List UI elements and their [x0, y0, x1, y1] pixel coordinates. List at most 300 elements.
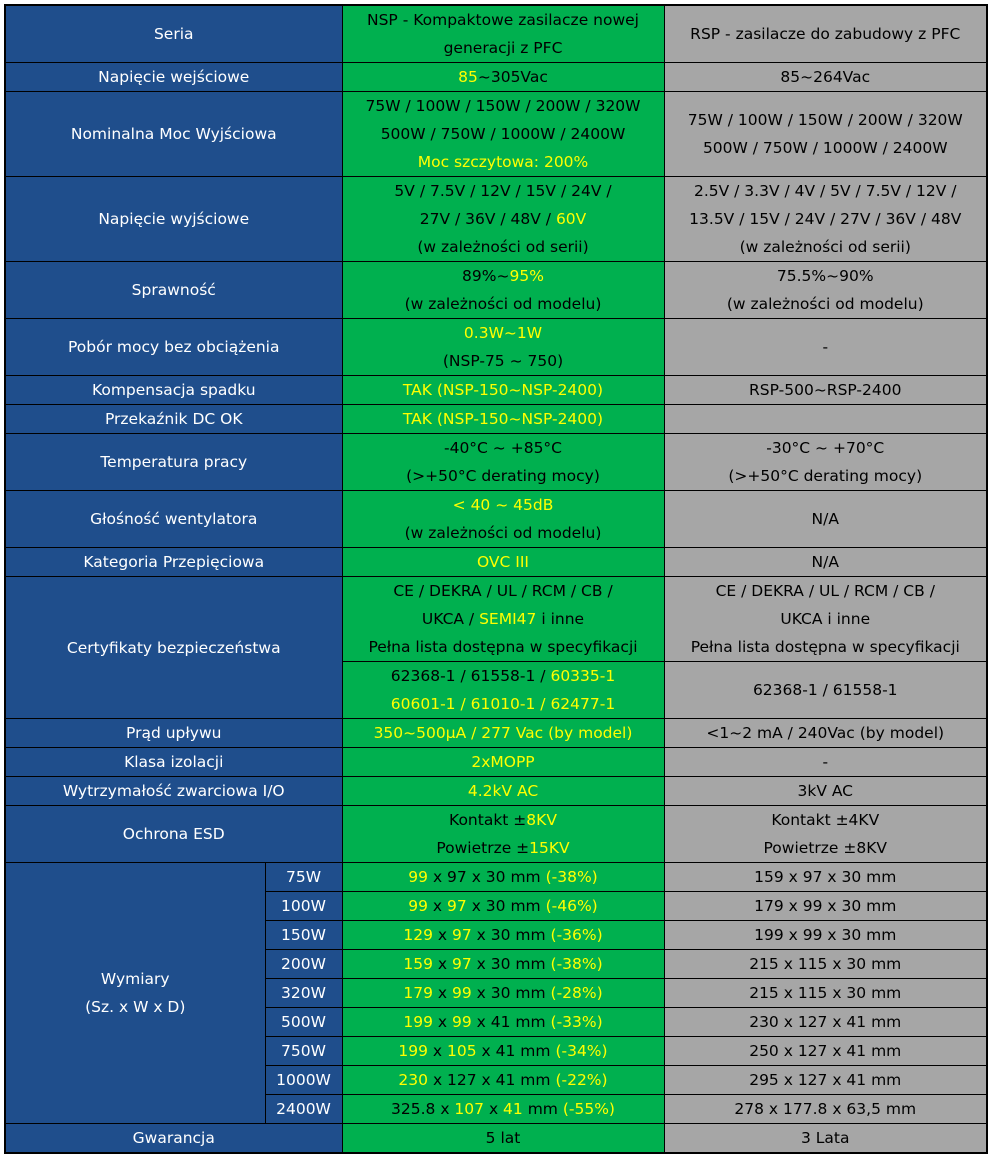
value-text: N/A	[811, 510, 839, 528]
row-label: (Sz. x W x D)	[85, 998, 186, 1016]
rsp-cell-sprawno	[664, 262, 987, 319]
rsp-line	[668, 777, 984, 805]
label-certyfikaty-bezpiecze-stwa	[5, 577, 342, 719]
value-text: x 97 x 30 mm	[428, 868, 546, 886]
rsp-line	[668, 1008, 984, 1036]
value-text: Kontakt ±	[449, 811, 527, 829]
highlighted-value: 99	[451, 1013, 472, 1031]
value-text: (>+50°C derating mocy)	[406, 467, 600, 485]
nsp-line	[346, 719, 661, 747]
nsp-cell-wytrzyma-o-zwarciowa-i-o	[342, 777, 664, 806]
rsp-cell-seria	[664, 5, 987, 63]
rsp-line	[668, 106, 984, 134]
value-text: 295 x 127 x 41 mm	[749, 1071, 902, 1089]
nsp-line	[346, 319, 661, 347]
nsp-line	[346, 921, 661, 949]
rsp-cell-wymiary	[664, 1008, 987, 1037]
highlighted-value: 85	[458, 68, 478, 86]
rsp-line	[668, 921, 984, 949]
value-text: ~305Vac	[477, 68, 548, 86]
rsp-line	[668, 134, 984, 162]
value-text: 250 x 127 x 41 mm	[749, 1042, 902, 1060]
nsp-cell-wymiary	[342, 1008, 664, 1037]
rsp-cell-wymiary	[664, 1037, 987, 1066]
nsp-line	[346, 950, 661, 978]
value-text: Kontakt ±4KV	[771, 811, 880, 829]
label-sprawno	[5, 262, 342, 319]
rsp-cell-wymiary	[664, 950, 987, 979]
label-g-o-no-wentylatora	[5, 491, 342, 548]
value-text: 75W / 100W / 150W / 200W / 320W	[365, 97, 641, 115]
value-text: x	[432, 926, 452, 944]
rsp-cell-wymiary	[664, 979, 987, 1008]
highlighted-value: SEMI47	[479, 610, 537, 628]
rsp-cell-kompensacja-spadku	[664, 376, 987, 405]
rsp-line	[668, 1124, 984, 1152]
size-label: 750W	[265, 1037, 342, 1066]
nsp-cell-temperatura-pracy	[342, 434, 664, 491]
nsp-line	[346, 777, 661, 805]
row-label: Kompensacja spadku	[91, 381, 256, 399]
rsp-cell-wymiary	[664, 1066, 987, 1095]
table-row	[5, 434, 987, 491]
label-pob-r-mocy-bez-obci-enia	[5, 319, 342, 376]
nsp-line	[346, 347, 661, 375]
rsp-line	[668, 605, 984, 633]
rsp-cell-wytrzyma-o-zwarciowa-i-o	[664, 777, 987, 806]
highlighted-value: 60335-1	[550, 667, 616, 685]
nsp-line	[346, 633, 661, 661]
highlighted-value: < 40 ~ 45dB	[452, 496, 554, 514]
table-row	[5, 319, 987, 376]
value-text: (w zależności od modelu)	[404, 295, 602, 313]
nsp-line	[346, 120, 661, 148]
highlighted-value: 107	[454, 1100, 485, 1118]
value-text: NSP - Kompaktowe zasilacze nowej	[367, 11, 639, 29]
value-text: 215 x 115 x 30 mm	[749, 955, 902, 973]
rsp-line	[668, 434, 984, 462]
value-text: x	[432, 1013, 452, 1031]
rsp-line	[668, 1066, 984, 1094]
nsp-line	[346, 148, 661, 176]
nsp-line	[346, 34, 661, 62]
highlighted-value: 99	[408, 897, 428, 915]
value-text: UKCA /	[421, 610, 480, 628]
value-text: CE / DEKRA / UL / RCM / CB /	[715, 582, 935, 600]
nsp-cell-wymiary	[342, 921, 664, 950]
row-label: Seria	[153, 25, 194, 43]
nsp-line	[346, 491, 661, 519]
rsp-line	[668, 577, 984, 605]
highlighted-value: 159	[403, 955, 433, 973]
row-label: Głośność wentylatora	[90, 510, 258, 528]
table-row	[5, 177, 987, 262]
nsp-cell-ochrona-esd	[342, 806, 664, 863]
value-text: x 41 mm	[471, 1013, 551, 1031]
value-text: Powietrze ±	[436, 839, 530, 857]
rsp-cell-gwarancja	[664, 1124, 987, 1154]
row-label: Wymiary	[100, 970, 170, 988]
highlighted-value: (-38%)	[545, 868, 598, 886]
nsp-line	[346, 376, 661, 404]
size-label: 150W	[265, 921, 342, 950]
rsp-cell-klasa-izolacji	[664, 748, 987, 777]
table-row	[5, 262, 987, 319]
table-row	[5, 748, 987, 777]
nsp-cell-wymiary	[342, 863, 664, 892]
row-label: Ochrona ESD	[122, 825, 225, 843]
row-label: Temperatura pracy	[100, 453, 248, 471]
highlighted-value: 95%	[509, 267, 544, 285]
nsp-cell-klasa-izolacji	[342, 748, 664, 777]
rsp-line	[668, 462, 984, 490]
nsp-line	[346, 662, 661, 690]
label-seria	[5, 5, 342, 63]
rsp-cell-kategoria-przepi-ciowa	[664, 548, 987, 577]
value-text: (>+50°C derating mocy)	[728, 467, 923, 485]
label-ochrona-esd	[5, 806, 342, 863]
value-text: generacji z PFC	[443, 39, 563, 57]
rsp-line	[668, 863, 984, 891]
value-text: (w zależności od modelu)	[404, 524, 602, 542]
highlighted-value: (-38%)	[550, 955, 603, 973]
table-row	[5, 5, 987, 63]
nsp-cell-wymiary	[342, 892, 664, 921]
table-row	[5, 1124, 987, 1154]
nsp-cell-wymiary	[342, 950, 664, 979]
value-text: (w zależności od serii)	[417, 238, 589, 256]
label-kategoria-przepi-ciowa	[5, 548, 342, 577]
rsp-line	[668, 63, 984, 91]
highlighted-value: Moc szczytowa: 200%	[417, 153, 589, 171]
size-label: 100W	[265, 892, 342, 921]
nsp-line	[346, 1095, 661, 1123]
nsp-line	[346, 748, 661, 776]
nsp-line	[346, 979, 661, 1007]
nsp-line	[346, 605, 661, 633]
nsp-cell-g-o-no-wentylatora	[342, 491, 664, 548]
value-text: 3 Lata	[801, 1129, 850, 1147]
value-text: x 30 mm	[471, 984, 551, 1002]
rsp-line	[668, 834, 984, 862]
rsp-cell-wymiary	[664, 1095, 987, 1124]
value-text: x 30 mm	[466, 897, 546, 915]
highlighted-value: TAK (NSP-150~NSP-2400)	[402, 410, 604, 428]
value-text: 278 x 177.8 x 63,5 mm	[734, 1100, 917, 1118]
nsp-line	[346, 1124, 661, 1152]
value-text: Powietrze ±8KV	[763, 839, 887, 857]
value-text: -	[822, 753, 829, 771]
size-label: 320W	[265, 979, 342, 1008]
rsp-line	[668, 333, 984, 361]
size-label: 500W	[265, 1008, 342, 1037]
highlighted-value: 4.2kV AC	[467, 782, 539, 800]
label-wytrzyma-o-zwarciowa-i-o	[5, 777, 342, 806]
size-label: 2400W	[265, 1095, 342, 1124]
highlighted-value: TAK (NSP-150~NSP-2400)	[402, 381, 604, 399]
nsp-line	[346, 233, 661, 261]
highlighted-value: (-36%)	[550, 926, 603, 944]
value-text: 2.5V / 3.3V / 4V / 5V / 7.5V / 12V /	[693, 182, 957, 200]
table-row	[5, 376, 987, 405]
highlighted-value: 99	[408, 868, 429, 886]
row-label: Wytrzymałość zwarciowa I/O	[62, 782, 285, 800]
highlighted-value: (-55%)	[562, 1100, 615, 1118]
value-text: x	[484, 1100, 504, 1118]
value-text: x 41 mm	[476, 1042, 556, 1060]
rsp-line	[668, 290, 984, 318]
rsp-line	[668, 505, 984, 533]
highlighted-value: (-46%)	[545, 897, 598, 915]
highlighted-value: 199	[398, 1042, 428, 1060]
value-text: x 127 x 41 mm	[428, 1071, 556, 1089]
nsp-line	[346, 806, 661, 834]
rsp-cell-nominalna-moc-wyj-ciowa	[664, 92, 987, 177]
rsp-line	[668, 20, 984, 48]
nsp-line	[346, 290, 661, 318]
value-text: N/A	[811, 553, 839, 571]
comparison-table-body	[5, 5, 987, 1153]
rsp-cell-pr-d-up-ywu	[664, 719, 987, 748]
table-row	[5, 806, 987, 863]
value-text: 62368-1 / 61558-1	[752, 681, 898, 699]
nsp-line	[346, 1037, 661, 1065]
value-text: Pełna lista dostępna w specyfikacji	[690, 638, 960, 656]
table-row	[5, 863, 987, 892]
highlighted-value: 199	[403, 1013, 433, 1031]
nsp-cell-certyfikaty-bezpiecze-stwa	[342, 662, 664, 719]
highlighted-value: 8KV	[526, 811, 557, 829]
row-label: Nominalna Moc Wyjściowa	[70, 125, 277, 143]
value-text: x	[432, 955, 452, 973]
nsp-line	[346, 262, 661, 290]
nsp-line	[346, 548, 661, 576]
nsp-line	[346, 92, 661, 120]
rsp-cell-ochrona-esd	[664, 806, 987, 863]
nsp-cell-napi-cie-wyj-ciowe	[342, 177, 664, 262]
rsp-line	[668, 376, 984, 404]
value-text: UKCA i inne	[780, 610, 871, 628]
label-nominalna-moc-wyj-ciowa	[5, 92, 342, 177]
rsp-line	[668, 233, 984, 261]
table-row	[5, 491, 987, 548]
table-row	[5, 719, 987, 748]
size-label: 75W	[265, 863, 342, 892]
rsp-line	[668, 205, 984, 233]
value-text: 62368-1 / 61558-1 /	[390, 667, 551, 685]
value-text: 199 x 99 x 30 mm	[754, 926, 897, 944]
value-text: x 30 mm	[471, 955, 551, 973]
value-text: 89%~	[462, 267, 510, 285]
nsp-line	[346, 63, 661, 91]
value-text: (w zależności od modelu)	[726, 295, 924, 313]
nsp-cell-gwarancja	[342, 1124, 664, 1154]
row-label: Gwarancja	[132, 1129, 215, 1147]
nsp-cell-wymiary	[342, 1066, 664, 1095]
rsp-line	[668, 177, 984, 205]
label-pr-d-up-ywu	[5, 719, 342, 748]
rsp-line	[668, 262, 984, 290]
rsp-cell-certyfikaty-bezpiecze-stwa	[664, 577, 987, 662]
size-label: 200W	[265, 950, 342, 979]
value-text: mm	[522, 1100, 563, 1118]
rsp-line	[668, 676, 984, 704]
value-text: (w zależności od serii)	[739, 238, 911, 256]
nsp-line	[346, 892, 661, 920]
label-gwarancja	[5, 1124, 342, 1154]
highlighted-value: 97	[451, 955, 472, 973]
label-klasa-izolacji	[5, 748, 342, 777]
highlighted-value: 60601-1 / 61010-1 / 62477-1	[390, 695, 616, 713]
row-label: Sprawność	[131, 281, 216, 299]
highlighted-value: 0.3W~1W	[463, 324, 543, 342]
value-text: x 30 mm	[471, 926, 551, 944]
row-label: Prąd upływu	[126, 724, 222, 742]
table-row	[5, 777, 987, 806]
nsp-cell-nominalna-moc-wyj-ciowa	[342, 92, 664, 177]
table-row	[5, 92, 987, 177]
highlighted-value: (-33%)	[550, 1013, 603, 1031]
nsp-cell-sprawno	[342, 262, 664, 319]
label-kompensacja-spadku	[5, 376, 342, 405]
label-przeka-nik-dc-ok	[5, 405, 342, 434]
rsp-line	[668, 1037, 984, 1065]
nsp-line	[346, 405, 661, 433]
highlighted-value: OVC III	[477, 553, 529, 571]
value-text: -30°C ~ +70°C	[766, 439, 885, 457]
highlighted-value: 97	[447, 897, 467, 915]
nsp-cell-certyfikaty-bezpiecze-stwa	[342, 577, 664, 662]
value-text: RSP-500~RSP-2400	[749, 381, 902, 399]
highlighted-value: 105	[447, 1042, 477, 1060]
highlighted-value: 99	[451, 984, 472, 1002]
rsp-line	[668, 633, 984, 661]
rsp-cell-przeka-nik-dc-ok	[664, 405, 987, 434]
value-text: 75W / 100W / 150W / 200W / 320W	[687, 111, 963, 129]
value-text: 3kV AC	[797, 782, 854, 800]
rsp-cell-pob-r-mocy-bez-obci-enia	[664, 319, 987, 376]
row-label: Kategoria Przepięciowa	[83, 553, 265, 571]
value-text: (NSP-75 ~ 750)	[442, 352, 564, 370]
value-text: 230 x 127 x 41 mm	[749, 1013, 902, 1031]
rsp-line	[668, 806, 984, 834]
value-text: 500W / 750W / 1000W / 2400W	[702, 139, 948, 157]
nsp-cell-pob-r-mocy-bez-obci-enia	[342, 319, 664, 376]
row-label: Napięcie wejściowe	[98, 68, 250, 86]
row-label: Napięcie wyjściowe	[98, 210, 250, 228]
nsp-cell-przeka-nik-dc-ok	[342, 405, 664, 434]
row-label: Klasa izolacji	[124, 753, 224, 771]
rsp-line	[668, 950, 984, 978]
row-label: Pobór mocy bez obciążenia	[68, 338, 280, 356]
table-row	[5, 405, 987, 434]
value-text: 500W / 750W / 1000W / 2400W	[380, 125, 626, 143]
nsp-cell-wymiary	[342, 1037, 664, 1066]
highlighted-value: 350~500μA / 277 Vac (by model)	[373, 724, 633, 742]
value-text: 5 lat	[485, 1129, 521, 1147]
highlighted-value: (-28%)	[550, 984, 603, 1002]
highlighted-value: 60V	[555, 210, 587, 228]
rsp-cell-napi-cie-wyj-ciowe	[664, 177, 987, 262]
rsp-cell-certyfikaty-bezpiecze-stwa	[664, 662, 987, 719]
nsp-line	[346, 434, 661, 462]
value-text: x	[428, 1042, 448, 1060]
value-text: Pełna lista dostępna w specyfikacji	[368, 638, 638, 656]
rsp-line	[668, 979, 984, 1007]
nsp-line	[346, 6, 661, 34]
rsp-cell-g-o-no-wentylatora	[664, 491, 987, 548]
label-napi-cie-wej-ciowe	[5, 63, 342, 92]
rsp-line	[668, 548, 984, 576]
nsp-line	[346, 690, 661, 718]
value-text: 325.8 x	[391, 1100, 455, 1118]
value-text: 85~264Vac	[780, 68, 871, 86]
value-text: 179 x 99 x 30 mm	[754, 897, 897, 915]
value-text: RSP - zasilacze do zabudowy z PFC	[690, 25, 961, 43]
rsp-cell-napi-cie-wej-ciowe	[664, 63, 987, 92]
rsp-line	[668, 892, 984, 920]
rsp-cell-temperatura-pracy	[664, 434, 987, 491]
nsp-cell-wymiary	[342, 979, 664, 1008]
value-text: 215 x 115 x 30 mm	[749, 984, 902, 1002]
highlighted-value: 97	[451, 926, 472, 944]
value-text: i inne	[536, 610, 585, 628]
highlighted-value: 41	[503, 1100, 523, 1118]
highlighted-value: 230	[398, 1071, 429, 1089]
nsp-cell-kategoria-przepi-ciowa	[342, 548, 664, 577]
value-text: 5V / 7.5V / 12V / 15V / 24V /	[394, 182, 612, 200]
rsp-line	[668, 748, 984, 776]
value-text: 27V / 36V / 48V /	[419, 210, 556, 228]
rsp-cell-wymiary	[664, 892, 987, 921]
highlighted-value: (-22%)	[555, 1071, 608, 1089]
nsp-cell-wymiary	[342, 1095, 664, 1124]
highlighted-value: 179	[403, 984, 433, 1002]
value-text: -	[822, 338, 829, 356]
size-label: 1000W	[265, 1066, 342, 1095]
table-row	[5, 577, 987, 662]
value-text: x	[428, 897, 448, 915]
value-text: 13.5V / 15V / 24V / 27V / 36V / 48V	[689, 210, 962, 228]
label-wymiary	[5, 863, 265, 1124]
nsp-cell-seria	[342, 5, 664, 63]
nsp-line	[346, 1008, 661, 1036]
nsp-cell-napi-cie-wej-ciowe	[342, 63, 664, 92]
nsp-line	[346, 577, 661, 605]
value-text: -40°C ~ +85°C	[443, 439, 562, 457]
table-row	[5, 548, 987, 577]
rsp-line	[668, 1095, 984, 1123]
rsp-cell-wymiary	[664, 863, 987, 892]
nsp-line	[346, 205, 661, 233]
value-text: CE / DEKRA / UL / RCM / CB /	[393, 582, 613, 600]
label-temperatura-pracy	[5, 434, 342, 491]
value-text: <1~2 mA / 240Vac (by model)	[706, 724, 945, 742]
nsp-line	[346, 863, 661, 891]
value-text: 75.5%~90%	[776, 267, 874, 285]
highlighted-value: 2xMOPP	[471, 753, 535, 771]
nsp-line	[346, 834, 661, 862]
nsp-line	[346, 462, 661, 490]
nsp-cell-pr-d-up-ywu	[342, 719, 664, 748]
row-label: Przekaźnik DC OK	[104, 410, 243, 428]
nsp-line	[346, 519, 661, 547]
value-text: 159 x 97 x 30 mm	[754, 868, 897, 886]
label-napi-cie-wyj-ciowe	[5, 177, 342, 262]
comparison-table	[4, 4, 988, 1154]
highlighted-value: 15KV	[529, 839, 570, 857]
rsp-line	[668, 719, 984, 747]
